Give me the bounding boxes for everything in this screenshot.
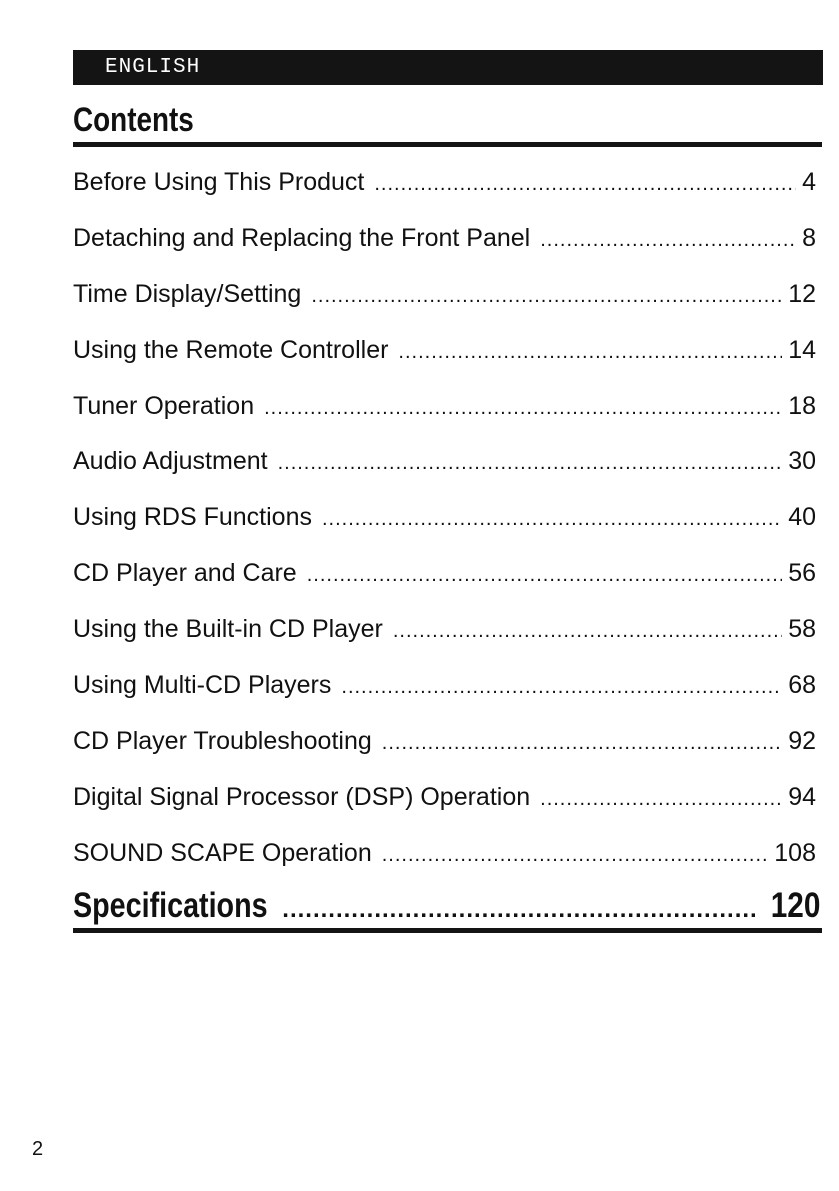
toc-entry[interactable] bbox=[73, 155, 816, 211]
dot-leader bbox=[540, 213, 796, 267]
toc-entry-title: SOUND SCAPE Operation bbox=[73, 838, 372, 867]
toc-entry-title: Time Display/Setting bbox=[73, 279, 302, 308]
toc-entry-page: 40 bbox=[788, 503, 816, 532]
dot-leader bbox=[393, 604, 782, 658]
dot-leader bbox=[311, 269, 782, 323]
toc-entry[interactable] bbox=[73, 267, 816, 323]
table-of-contents bbox=[73, 155, 816, 882]
dot-leader bbox=[278, 436, 783, 490]
toc-entry-title: Tuner Operation bbox=[73, 391, 255, 420]
toc-entry-title: Using Multi-CD Players bbox=[73, 671, 332, 700]
toc-entry-page: 8 bbox=[802, 223, 816, 252]
toc-entry[interactable] bbox=[73, 770, 816, 826]
toc-entry-page: 18 bbox=[788, 391, 816, 420]
toc-entry[interactable] bbox=[73, 379, 816, 435]
page-title: Contents bbox=[73, 101, 194, 139]
toc-entry-page: 56 bbox=[788, 559, 816, 588]
toc-entry-page: 58 bbox=[788, 615, 816, 644]
toc-entry-title: Audio Adjustment bbox=[73, 447, 268, 476]
specifications-underline bbox=[73, 928, 822, 933]
toc-entry[interactable] bbox=[73, 490, 816, 546]
toc-entry[interactable] bbox=[73, 546, 816, 602]
dot-leader bbox=[374, 157, 796, 211]
toc-entry-page: 14 bbox=[788, 335, 816, 364]
language-label: ENGLISH bbox=[105, 56, 201, 79]
dot-leader bbox=[540, 772, 782, 826]
dot-leader bbox=[382, 828, 769, 882]
dot-leader bbox=[264, 381, 782, 435]
dot-leader bbox=[382, 716, 782, 770]
toc-entry-title: CD Player and Care bbox=[73, 559, 297, 588]
toc-entry-page: 108 bbox=[774, 838, 816, 867]
toc-entry[interactable] bbox=[73, 658, 816, 714]
toc-entry[interactable] bbox=[73, 323, 816, 379]
toc-entry-page: 4 bbox=[802, 168, 816, 196]
specifications-entry[interactable] bbox=[73, 884, 820, 928]
dot-leader bbox=[322, 492, 782, 546]
toc-entry[interactable] bbox=[73, 434, 816, 490]
toc-entry-title: Before Using This Product bbox=[73, 168, 365, 196]
dot-leader bbox=[307, 548, 782, 602]
toc-entry-page: 94 bbox=[788, 782, 816, 811]
title-underline bbox=[73, 142, 822, 147]
toc-entry-title: Digital Signal Processor (DSP) Operation bbox=[73, 782, 531, 811]
toc-entry-page: 12 bbox=[788, 279, 816, 308]
toc-entry[interactable] bbox=[73, 602, 816, 658]
toc-entry[interactable] bbox=[73, 211, 816, 267]
specifications-title: Specifications bbox=[73, 886, 268, 925]
toc-entry-title: Using RDS Functions bbox=[73, 503, 312, 532]
dot-leader bbox=[398, 325, 782, 379]
dot-leader bbox=[282, 888, 755, 928]
language-bar bbox=[73, 50, 823, 85]
toc-entry[interactable] bbox=[73, 826, 816, 882]
toc-entry-page: 68 bbox=[788, 671, 816, 700]
toc-entry-page: 30 bbox=[788, 447, 816, 476]
specifications-page: 120 bbox=[770, 886, 820, 925]
toc-entry-title: Detaching and Replacing the Front Panel bbox=[73, 223, 531, 252]
toc-entry-page: 92 bbox=[788, 726, 816, 755]
toc-entry-title: CD Player Troubleshooting bbox=[73, 726, 372, 755]
dot-leader bbox=[341, 660, 782, 714]
toc-entry-title: Using the Remote Controller bbox=[73, 335, 389, 364]
page-number: 2 bbox=[32, 1138, 44, 1160]
toc-entry[interactable] bbox=[73, 714, 816, 770]
toc-entry-title: Using the Built-in CD Player bbox=[73, 615, 383, 644]
